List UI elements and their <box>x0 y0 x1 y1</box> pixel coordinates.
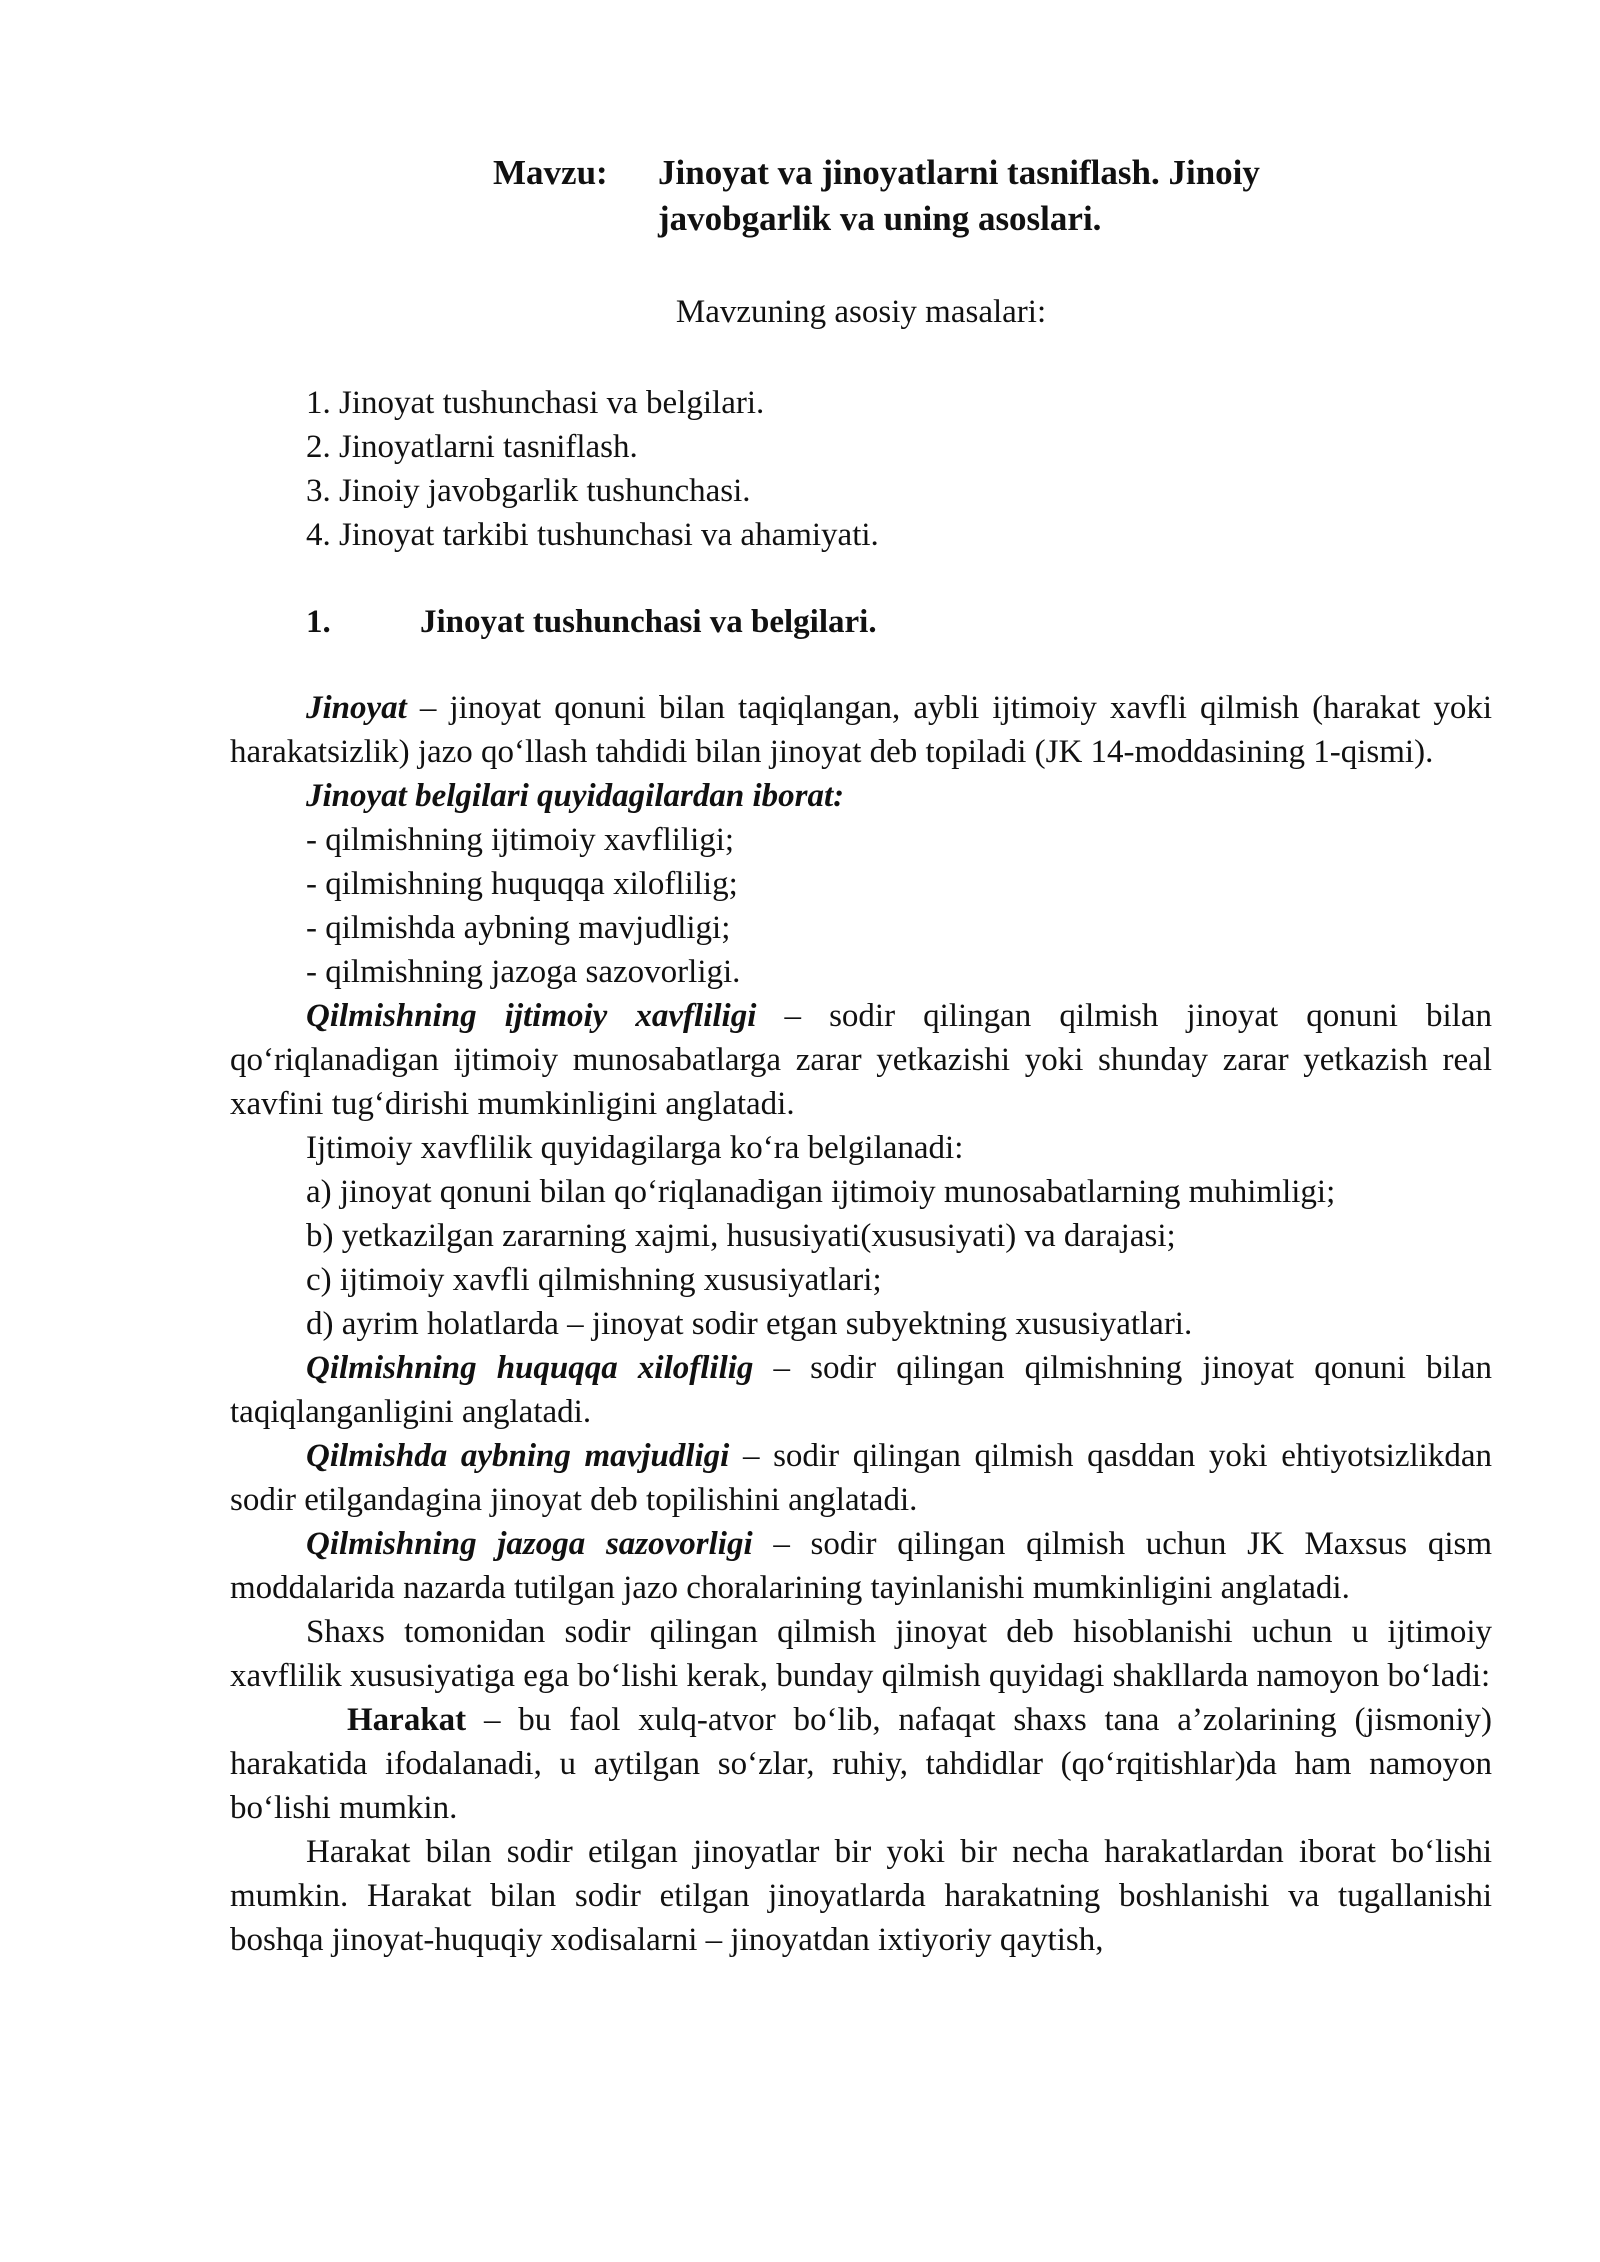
term-jinoyat: Jinoyat <box>306 690 407 726</box>
unlawful-text: – sodir qilingan qilmishning jinoyat qonuni bilan taqiqlanganligini anglatadi. <box>230 1350 1492 1430</box>
signs-heading: Jinoyat belgilari quyidagilardan iborat: <box>306 778 845 814</box>
section-number: 1. <box>306 604 331 640</box>
paragraph-definition <box>230 686 1492 774</box>
paragraph-forms-intro: Shaxs tomonidan sodir qilingan qilmish jinoyat deb hisoblanishi uchun u ijtimoiy xavflilik xususiyatiga ega bo‘lishi kerak, bunday qilmish quyidagi shakllarda namoyon bo‘ladi: <box>230 1614 1492 1694</box>
term-unlawful: Qilmishning huquqqa xiloflilig <box>306 1350 754 1386</box>
paragraph-guilt <box>230 1434 1492 1522</box>
document-title <box>493 150 1393 242</box>
topic-item: 2. Jinoyatlarni tasniflash. <box>306 429 638 465</box>
paragraph-danger <box>230 994 1492 1126</box>
paragraph-punishable <box>230 1522 1492 1610</box>
body-text <box>230 686 1492 1962</box>
criteria-item: b) yetkazilgan zararning xajmi, hususiyati(xususiyati) va darajasi; <box>306 1218 1176 1254</box>
title-text-1: Jinoyat va jinoyatlarni tasniflash. Jinoiy <box>658 153 1260 192</box>
criteria-item: a) jinoyat qonuni bilan qo‘riqlanadigan ijtimoiy munosabatlarning muhimligi; <box>306 1174 1336 1210</box>
topic-item: 3. Jinoiy javobgarlik tushunchasi. <box>306 473 751 509</box>
subtitle: Mavzuning asosiy masalari: <box>675 294 1047 330</box>
title-line-1 <box>493 150 1393 196</box>
sign-item: - qilmishda aybning mavjudligi; <box>306 910 731 946</box>
title-line-2: javobgarlik va uning asoslari. <box>658 199 1102 238</box>
term-action: Harakat <box>347 1702 467 1738</box>
paragraph-action <box>230 1698 1492 1830</box>
title-label: Mavzu: <box>493 153 608 192</box>
guilt-text: – sodir qilingan qilmish qasddan yoki ehtiyotsizlikdan sodir etilgandagina jinoyat deb topilishini anglatadi. <box>230 1438 1492 1518</box>
criteria-item: d) ayrim holatlarda – jinoyat sodir etgan subyektning xususiyatlari. <box>306 1306 1193 1342</box>
term-punishable: Qilmishning jazoga sazovorligi <box>306 1526 753 1562</box>
sign-item: - qilmishning ijtimoiy xavfliligi; <box>306 822 735 858</box>
criteria-item: c) ijtimoiy xavfli qilmishning xususiyatlari; <box>306 1262 882 1298</box>
section-heading <box>306 600 877 644</box>
paragraph-action-crimes: Harakat bilan sodir etilgan jinoyatlar bir yoki bir necha harakatlardan iborat bo‘lishi mumkin. Harakat bilan sodir etilgan jinoyatlarda harakatning boshlanishi va tugallanishi boshqa jinoyat-huquqiy xodisalarni – jinoyatdan ixtiyoriy qaytish, <box>230 1834 1492 1958</box>
topic-item: 1. Jinoyat tushunchasi va belgilari. <box>306 385 765 421</box>
paragraph-unlawful <box>230 1346 1492 1434</box>
danger-criteria-intro: Ijtimoiy xavflilik quyidagilarga ko‘ra belgilanadi: <box>306 1130 964 1166</box>
sign-item: - qilmishning jazoga sazovorligi. <box>306 954 741 990</box>
term-guilt: Qilmishda aybning mavjudligi <box>306 1438 730 1474</box>
action-text: – bu faol xulq-atvor bo‘lib, nafaqat shaxs tana a’zolarining (jismoniy) harakatida ifodalanadi, u aytilgan so‘zlar, ruhiy, tahdidlar (qo‘rqitishlar)da ham namoyon bo‘lishi mumkin. <box>230 1702 1492 1826</box>
sign-item: - qilmishning huquqqa xiloflilig; <box>306 866 738 902</box>
topic-item: 4. Jinoyat tarkibi tushunchasi va ahamiyati. <box>306 517 879 553</box>
term-danger: Qilmishning ijtimoiy xavfliligi <box>306 998 757 1034</box>
topics-list <box>306 381 879 557</box>
danger-text: – sodir qilingan qilmish jinoyat qonuni bilan qo‘riqlanadigan ijtimoiy munosabatlarga zarar yetkazishi yoki shunday zarar yetkazish real xavfini tug‘dirishi mumkinligini anglatadi. <box>230 998 1492 1122</box>
definition-text: – jinoyat qonuni bilan taqiqlangan, aybli ijtimoiy xavfli qilmish (harakat yoki harakatsizlik) jazo qo‘llash tahdidi bilan jinoyat deb topiladi (JK 14-moddasining 1-qismi). <box>230 690 1492 770</box>
section-title: Jinoyat tushunchasi va belgilari. <box>420 604 877 640</box>
punishable-text: – sodir qilingan qilmish uchun JK Maxsus qism moddalarida nazarda tutilgan jazo choralarining tayinlanishi mumkinligini anglatadi. <box>230 1526 1493 1606</box>
